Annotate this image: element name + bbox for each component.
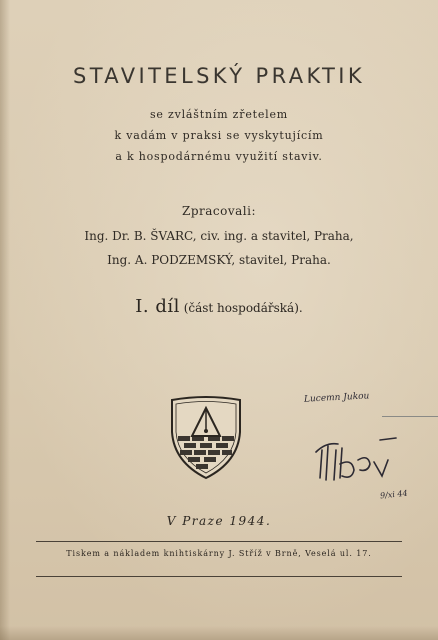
divider-bottom xyxy=(36,576,402,577)
volume-label: I. díl xyxy=(135,296,180,317)
divider-top xyxy=(36,541,402,542)
book-title: STAVITELSKÝ PRAKTIK xyxy=(72,64,366,88)
page-shadow-left xyxy=(0,0,10,640)
printer-imprint: Tiskem a nákladem knihtiskárny J. Stříž v Brně, Veselá ul. 17. xyxy=(66,549,372,558)
author-podzemsky: Ing. A. PODZEMSKÝ, stavitel, Praha. xyxy=(107,253,331,267)
publisher-shield-emblem-icon xyxy=(166,392,246,482)
subtitle-line-2: k vadám v praksi se vyskytujícím xyxy=(114,129,324,142)
volume-note: (část hospodářská). xyxy=(183,301,303,315)
author-svarc: Ing. Dr. B. ŠVARC, civ. ing. a stavitel, Praha, xyxy=(84,229,354,243)
authors-heading: Zpracovali: xyxy=(181,204,256,218)
subtitle-line-1: se zvláštním zřetelem xyxy=(149,108,289,121)
handwritten-note: Lucemn Jukou xyxy=(303,391,370,405)
volume-line xyxy=(0,296,438,317)
page-shadow-bottom xyxy=(0,626,438,640)
pencil-line xyxy=(382,416,438,417)
place-year: V Praze 1944. xyxy=(166,514,272,528)
handwritten-signature-icon xyxy=(312,420,402,490)
subtitle-line-3: a k hospodárnému využití staviv. xyxy=(115,150,323,163)
handwritten-date: 9/xi 44 xyxy=(379,488,408,501)
